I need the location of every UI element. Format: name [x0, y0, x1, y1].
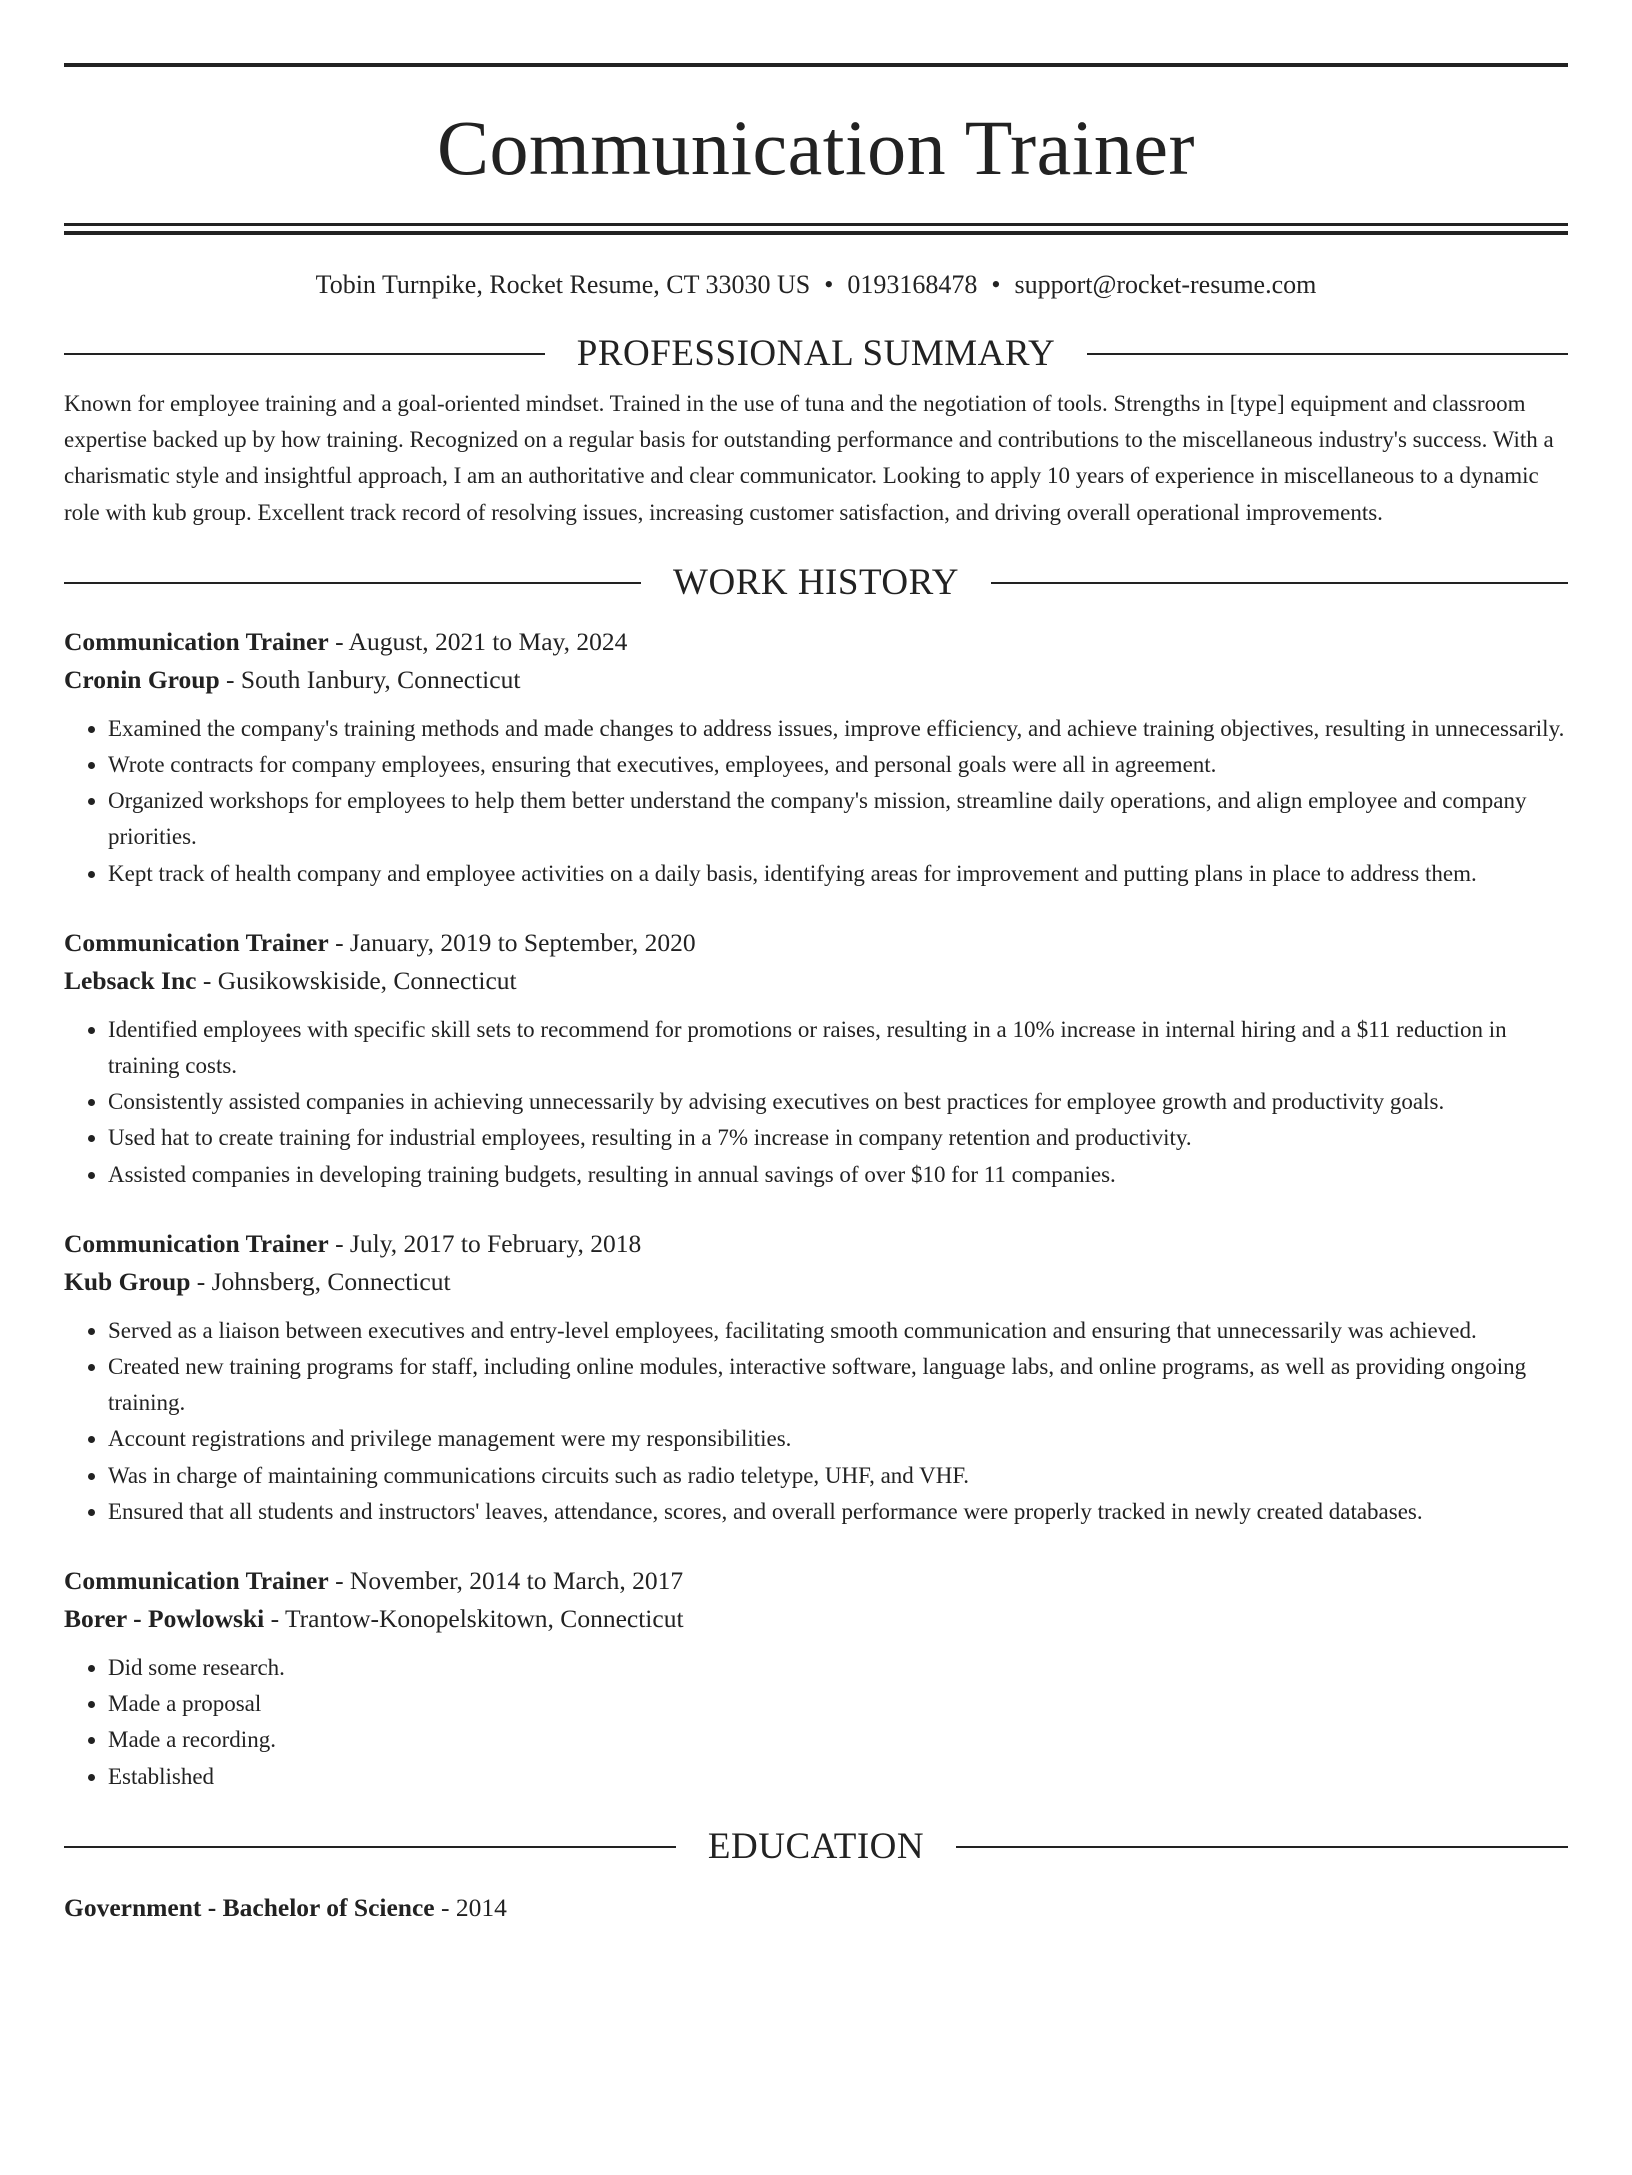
double-rule — [64, 223, 1568, 235]
job-bullet: • Wrote contracts for company employees, ensuring that executives, employees, and personal goals were all in agreement. — [108, 747, 1568, 783]
job-bullet: • Examined the company's training methods and made changes to address issues, improve efficiency, and achieve training objectives, resulting in unnecessarily. — [108, 711, 1568, 747]
contact-phone[interactable]: 0193168478 — [847, 270, 978, 299]
heading-rule-left — [64, 582, 641, 584]
job-company: Cronin Group — [64, 664, 220, 694]
education-heading — [64, 1825, 1568, 1869]
job-entry — [64, 1225, 1568, 1530]
job-bullets — [64, 711, 1568, 892]
job-bullet: • Organized workshops for employees to help them better understand the company's mission, streamline daily operations, and align employee and company priorities. — [108, 783, 1568, 855]
job-bullet: • Served as a liaison between executives and entry-level employees, facilitating smooth communication and ensuring that unnecessarily was achieved. — [108, 1313, 1568, 1349]
summary-text: Known for employee training and a goal-oriented mindset. Trained in the use of tuna and the negotiation of tools. Strengths in [type] equipment and classroom expertise backed up by how training. Recognized on a regular basis for outstanding performance and contributions to the miscellaneous industry's success. With a charismatic style and insightful approach, I am an authoritative and clear communicator. Looking to apply 10 years of experience in miscellaneous to a dynamic role with kub group. Excellent track record of resolving issues, increasing customer satisfaction, and driving overall operational improvements. — [64, 391, 1554, 525]
heading-rule-right — [991, 582, 1568, 584]
job-company-line — [64, 1600, 1568, 1638]
heading-rule-right — [956, 1846, 1568, 1848]
contact-separator: • — [824, 270, 834, 299]
education-heading-text: EDUCATION — [707, 1825, 925, 1867]
job-bullet: • Created new training programs for staff, including online modules, interactive software, language labs, and online programs, as well as providing ongoing training. — [108, 1349, 1568, 1421]
job-bullet: • Did some research. — [108, 1650, 1568, 1686]
resume-title: Communication Trainer — [437, 104, 1195, 191]
heading-rule-left — [64, 1846, 676, 1848]
job-company: Lebsack Inc — [64, 965, 197, 995]
job-location: - Gusikowskiside, Connecticut — [196, 965, 517, 995]
job-bullets — [64, 1650, 1568, 1795]
job-title: Communication Trainer — [64, 626, 329, 656]
job-title-line — [64, 1562, 1568, 1600]
job-dates: - July, 2017 to February, 2018 — [328, 1228, 642, 1258]
contact-line — [64, 268, 1568, 302]
contact-separator: • — [991, 270, 1001, 299]
job-entry — [64, 1562, 1568, 1795]
resume-page — [0, 63, 1632, 2175]
summary-heading — [64, 332, 1568, 376]
job-location: - South Ianbury, Connecticut — [219, 664, 521, 694]
job-location: - Johnsberg, Connecticut — [190, 1266, 451, 1296]
job-bullet: • Established — [108, 1759, 1568, 1795]
job-bullet: • Consistently assisted companies in achieving unnecessarily by advising executives on best practices for employee growth and productivity goals. — [108, 1084, 1568, 1120]
summary-heading-text: PROFESSIONAL SUMMARY — [576, 333, 1056, 374]
job-bullet: • Made a recording. — [108, 1722, 1568, 1758]
job-dates: - November, 2014 to March, 2017 — [328, 1566, 684, 1596]
job-bullet: • Kept track of health company and employee activities on a daily basis, identifying areas for improvement and putting plans in place to address them. — [108, 856, 1568, 892]
top-rule — [64, 63, 1568, 67]
job-bullet: • Assisted companies in developing training budgets, resulting in annual savings of over $10 for 11 companies. — [108, 1157, 1568, 1193]
job-entry — [64, 623, 1568, 892]
job-bullet: • Was in charge of maintaining communications circuits such as radio teletype, UHF, and VHF. — [108, 1458, 1568, 1494]
education-entry — [64, 1889, 1568, 1927]
job-title-line — [64, 1225, 1568, 1263]
job-bullets — [64, 1012, 1568, 1193]
job-location: - Trantow-Konopelskitown, Connecticut — [264, 1604, 684, 1634]
work-heading — [64, 561, 1568, 605]
education-degree: Government - Bachelor of Science — [64, 1892, 435, 1922]
heading-rule-left — [64, 353, 545, 355]
job-company: Kub Group — [64, 1266, 191, 1296]
job-title: Communication Trainer — [64, 1566, 329, 1596]
heading-rule-right — [1087, 353, 1568, 355]
job-title-line — [64, 924, 1568, 962]
job-company-line — [64, 1263, 1568, 1301]
job-company-line — [64, 661, 1568, 699]
job-bullet: • Used hat to create training for industrial employees, resulting in a 7% increase in company retention and productivity. — [108, 1120, 1568, 1156]
contact-address: Tobin Turnpike, Rocket Resume, CT 33030 US — [315, 270, 811, 299]
job-title: Communication Trainer — [64, 1228, 329, 1258]
job-title-line — [64, 623, 1568, 661]
job-bullets — [64, 1313, 1568, 1530]
job-bullet: • Ensured that all students and instructors' leaves, attendance, scores, and overall performance were properly tracked in newly created databases. — [108, 1494, 1568, 1530]
job-bullet: • Made a proposal — [108, 1686, 1568, 1722]
job-bullet: • Account registrations and privilege management were my responsibilities. — [108, 1421, 1568, 1457]
education-year: - 2014 — [434, 1892, 507, 1922]
job-company-line — [64, 962, 1568, 1000]
contact-email[interactable]: support@rocket-resume.com — [1014, 270, 1317, 299]
job-bullet: • Identified employees with specific skill sets to recommend for promotions or raises, resulting in a 10% increase in internal hiring and a $11 reduction in training costs. — [108, 1012, 1568, 1084]
work-heading-text: WORK HISTORY — [673, 561, 959, 603]
job-title: Communication Trainer — [64, 927, 329, 957]
job-dates: - August, 2021 to May, 2024 — [328, 626, 628, 656]
job-dates: - January, 2019 to September, 2020 — [328, 927, 696, 957]
job-company: Borer - Powlowski — [64, 1604, 265, 1634]
job-entry — [64, 924, 1568, 1193]
